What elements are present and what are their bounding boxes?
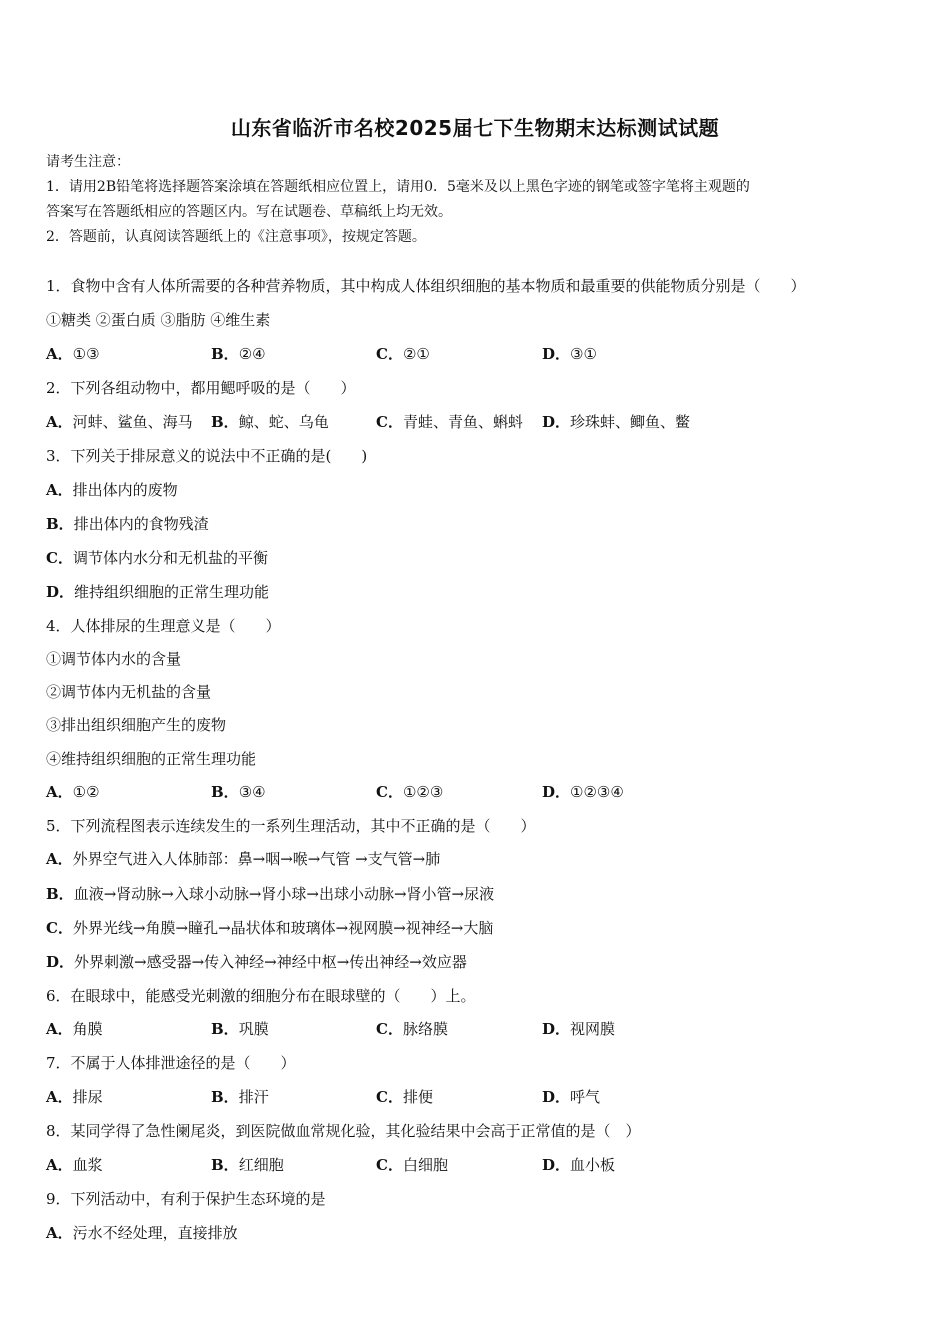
- question-9-option-a: A．污水不经处理，直接排放: [46, 1224, 238, 1242]
- question-7-stem: 7．不属于人体排泄途径的是（ ）: [46, 1054, 296, 1072]
- question-2-stem: 2．下列各组动物中，都用鳃呼吸的是（ ）: [46, 379, 356, 397]
- option-d: D．视网膜: [542, 1020, 616, 1038]
- option-d: D．珍珠蚌、鲫鱼、鳖: [542, 413, 691, 431]
- option-c: C．青蛙、青鱼、蝌蚪: [376, 413, 523, 431]
- question-5-option-d: D．外界刺激→感受器→传入神经→神经中枢→传出神经→效应器: [46, 953, 467, 971]
- notice-item-1-cont: 答案写在答题纸相应的答题区内。写在试题卷、草稿纸上均无效。: [46, 204, 452, 220]
- option-b: B．③④: [211, 783, 266, 801]
- option-d: D．血小板: [542, 1156, 616, 1174]
- question-5-stem: 5．下列流程图表示连续发生的一系列生理活动，其中不正确的是（ ）: [46, 817, 536, 835]
- question-3-option-c: C．调节体内水分和无机盐的平衡: [46, 549, 268, 567]
- option-c: C．脉络膜: [376, 1020, 448, 1038]
- question-3-option-a: A．排出体内的废物: [46, 481, 178, 499]
- question-3-option-d: D．维持组织细胞的正常生理功能: [46, 583, 270, 601]
- question-4-item-1: ①调节体内水的含量: [46, 650, 182, 668]
- option-d: D．①②③④: [542, 783, 624, 801]
- notice-item-2: 2．答题前，认真阅读答题纸上的《注意事项》，按规定答题。: [46, 229, 426, 245]
- option-b: B．巩膜: [211, 1020, 269, 1038]
- question-1-stem: 1．食物中含有人体所需要的各种营养物质，其中构成人体组织细胞的基本物质和最重要的供能物质分别是（ ）: [46, 277, 806, 295]
- option-a: A．①③: [46, 345, 100, 363]
- question-4-item-4: ④维持组织细胞的正常生理功能: [46, 750, 257, 768]
- option-a: A．排尿: [46, 1088, 103, 1106]
- notice-heading: 请考生注意：: [46, 154, 130, 170]
- question-5-option-a: A．外界空气进入人体肺部：鼻→咽→喉→气管 →支气管→肺: [46, 850, 441, 868]
- option-a: A．河蚌、鲨鱼、海马: [46, 413, 193, 431]
- option-c: C．①②③: [376, 783, 444, 801]
- option-a: A．血浆: [46, 1156, 103, 1174]
- question-4-stem: 4．人体排尿的生理意义是（ ）: [46, 617, 281, 635]
- option-c: C．排便: [376, 1088, 433, 1106]
- notice-item-1: 1．请用2B铅笔将选择题答案涂填在答题纸相应位置上，请用0．5毫米及以上黑色字迹的钢笔或签字笔将主观题的: [46, 179, 750, 195]
- option-b: B．②④: [211, 345, 266, 363]
- option-a: A．①②: [46, 783, 100, 801]
- option-d: D．呼气: [542, 1088, 601, 1106]
- question-3-stem: 3．下列关于排尿意义的说法中不正确的是( ): [46, 447, 368, 465]
- question-4-item-2: ②调节体内无机盐的含量: [46, 683, 212, 701]
- page-title: 山东省临沂市名校2025届七下生物期末达标测试试题: [230, 116, 720, 140]
- question-5-option-b: B．血液→肾动脉→入球小动脉→肾小球→出球小动脉→肾小管→尿液: [46, 885, 495, 903]
- question-4-item-3: ③排出组织细胞产生的废物: [46, 716, 227, 734]
- option-c: C．②①: [376, 345, 430, 363]
- question-1-items: ①糖类 ②蛋白质 ③脂肪 ④维生素: [46, 311, 271, 329]
- option-b: B．排汗: [211, 1088, 269, 1106]
- question-9-stem: 9．下列活动中，有利于保护生态环境的是: [46, 1190, 326, 1208]
- option-a: A．角膜: [46, 1020, 103, 1038]
- question-3-option-b: B．排出体内的食物残渣: [46, 515, 209, 533]
- option-d: D．③①: [542, 345, 597, 363]
- question-5-option-c: C．外界光线→角膜→瞳孔→晶状体和玻璃体→视网膜→视神经→大脑: [46, 919, 494, 937]
- question-8-stem: 8．某同学得了急性阑尾炎，到医院做血常规化验，其化验结果中会高于正常值的是（ ）: [46, 1122, 641, 1140]
- option-c: C．白细胞: [376, 1156, 448, 1174]
- question-6-stem: 6．在眼球中，能感受光刺激的细胞分布在眼球壁的（ ）上。: [46, 987, 476, 1005]
- option-b: B．红细胞: [211, 1156, 284, 1174]
- option-b: B．鲸、蛇、乌龟: [211, 413, 329, 431]
